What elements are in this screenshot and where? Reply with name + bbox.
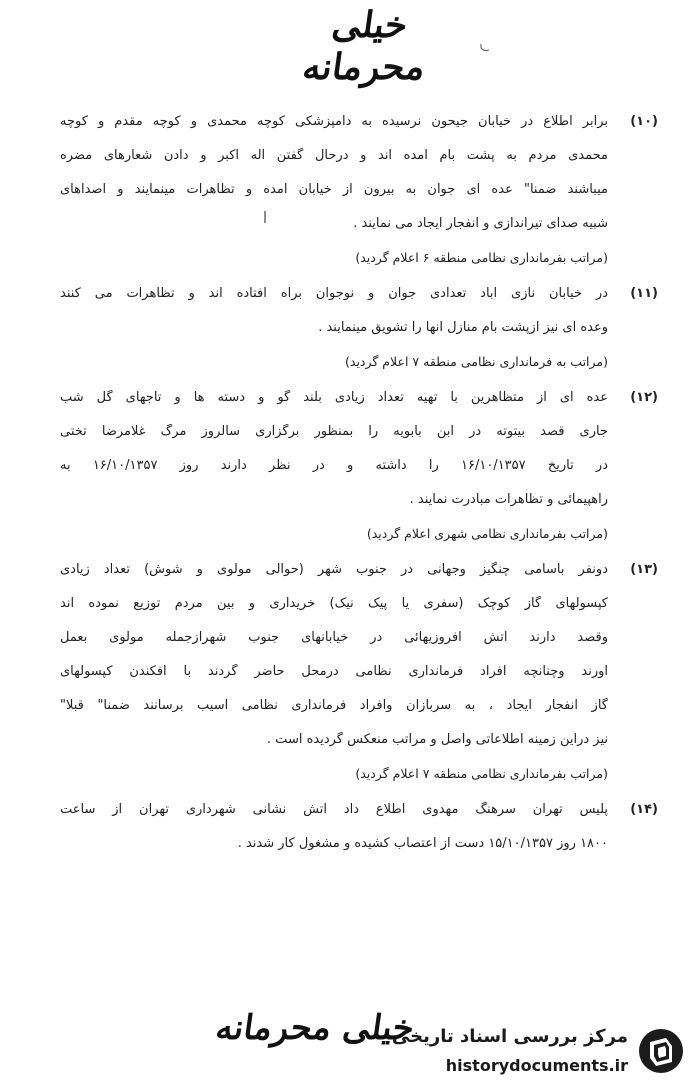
entry-line: راهپیمائی و تظاهرات مبادرت نمایند . (409, 492, 608, 507)
entry-line: عده ای از متظاهرین با تهیه تعداد زیادی بلند گو و دسته ها و تاجهای گل شب (60, 390, 608, 405)
entry-line: محمدی مردم به پشت بام امده اند و درحال گفتن اله اکبر و دادن شعارهای مضره (60, 148, 608, 163)
entry-line: وعده ای نیز ازپشت بام منازل آنها را تشویق مینمایند . (318, 320, 608, 335)
entry-line: آورند وچنانچه افراد فرمانداری نظامی درمحل حاضر گردند با افکندن کپسولهای (60, 664, 608, 679)
archive-logo-icon (636, 1026, 686, 1076)
entry-source: (مراتب بفرمانداری نظامی شهری اعلام گردید) (366, 526, 608, 541)
entry-number: (۱۱) (630, 286, 658, 301)
entry-line: در تاریخ ۱۶/۱۰/۱۳۵۷ را داشته و در نظر دارند روز ۱۶/۱۰/۱۳۵۷ به (60, 458, 608, 473)
entry-line: پلیس تهران سرهنگ مهدوی اطلاع داد آتش نشانی شهرداری تهران از ساعت (60, 802, 608, 817)
entry-source: (مراتب به فرمانداری نظامی منطقه ۷ اعلام گردید) (345, 354, 608, 369)
report-entry-10 (60, 114, 658, 266)
report-entry-14 (60, 802, 658, 852)
classification-stamp-top: خیلی محرمانه (300, 4, 428, 88)
report-entry-13 (60, 562, 658, 782)
entry-number: (۱۴) (630, 802, 658, 817)
entry-line: دونفر باسامی چنگیز وجهانی در جنوب شهر (حوالی مولوی و شوش) تعداد زیادی (60, 562, 608, 577)
pen-mark (478, 40, 492, 54)
report-entry-12 (60, 390, 658, 542)
archive-watermark (391, 1020, 690, 1080)
entry-line: وقصد دارند آتش افروزیهائی در خیابانهای جنوب شهرازجمله مولوی بعمل (60, 630, 608, 645)
entry-line: گاز انفجار ایجاد ، به سربازان وافراد فرمانداری نظامی آسیب برسانند ضمنا" قبلا" (60, 698, 608, 713)
report-entry-11 (60, 286, 658, 370)
entry-number: (۱۰) (630, 114, 658, 129)
entry-line: نیز دراین زمینه اطلاعاتی واصل و مراتب منعکس گردیده است . (266, 732, 608, 747)
entry-source: (مراتب بفرمانداری نظامی منطقه ۷ اعلام گردید) (355, 766, 608, 781)
document-body (60, 108, 658, 870)
entry-line: جاری قصد بیتوته در ابن بابویه را بمنظور برگزاری سالروز مرگ غلامرضا تختی (60, 424, 608, 439)
pen-mark (262, 210, 268, 224)
entry-number: (۱۳) (630, 562, 658, 577)
watermark-url[interactable]: historydocuments.ir (445, 1056, 628, 1075)
entry-line: میباشند ضمنا" عده ای جوان به بیرون از خیابان آمده و تظاهرات مینمایند و اصداهای (60, 182, 608, 197)
entry-number: (۱۲) (630, 390, 658, 405)
entry-source: (مراتب بفرمانداری نظامی منطقه ۶ اعلام گردید) (355, 250, 608, 265)
watermark-title: مرکز بررسی اسناد تاریخی (391, 1026, 628, 1047)
entry-line: شبیه صدای تیراندازی و انفجار ایجاد می نمایند . (353, 216, 608, 231)
entry-line: کپسولهای گاز کوچک (سفری یا پیک نیک) خریداری و بین مردم توزیع نموده اند (60, 596, 608, 611)
classification-stamp-bottom: خیلی محرمانه (213, 1008, 417, 1048)
entry-line: ۱۸۰۰ روز ۱۵/۱۰/۱۳۵۷ دست از اعتصاب کشیده و مشغول کار شدند . (237, 836, 608, 851)
entry-line: در خیابان نازی آباد تعدادی جوان و نوجوان براه افتاده اند و تظاهرات می کنند (60, 286, 608, 301)
entry-line: برابر اطلاع در خیابان جیحون نرسیده به دامپزشکی کوچه محمدی و کوچه مقدم و کوچه (60, 114, 608, 129)
